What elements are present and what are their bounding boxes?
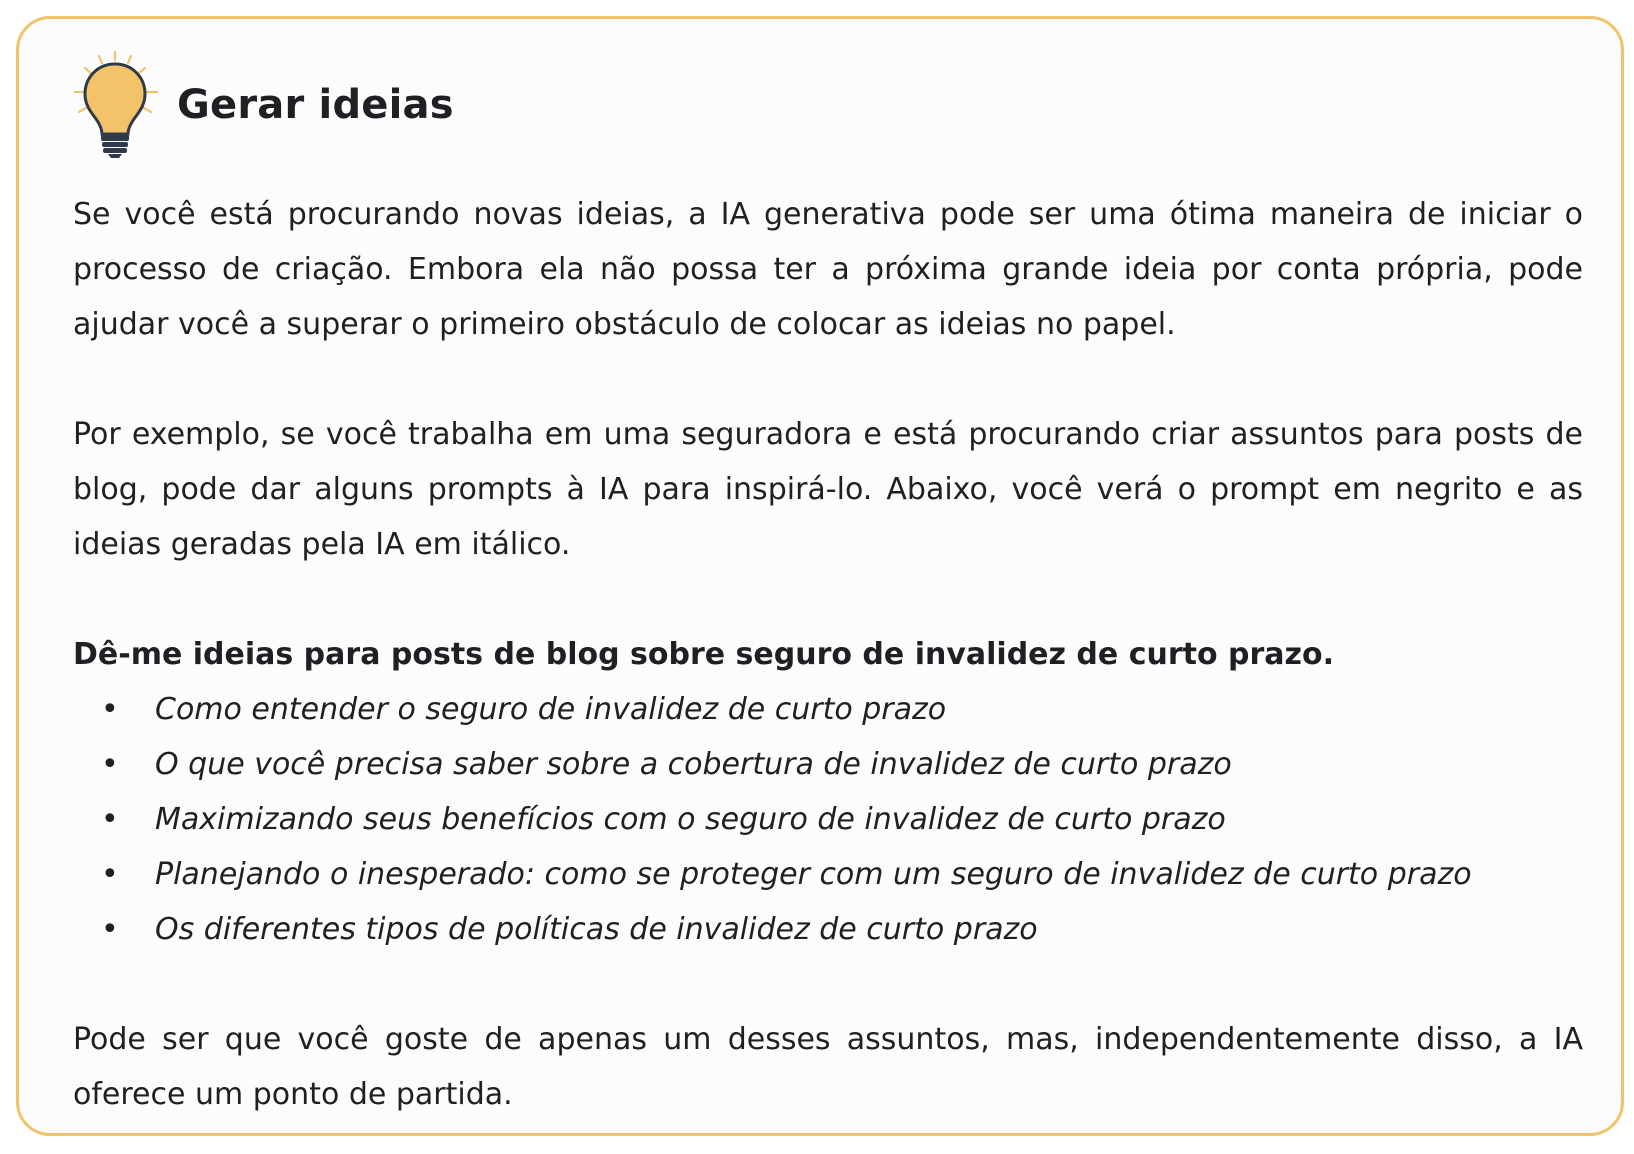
bullet-icon: • [101,857,119,892]
bullet-icon: • [101,747,119,782]
prompt-text: Dê-me ideias para posts de blog sobre seguro de invalidez de curto prazo. [73,637,1335,672]
card-content [73,187,1583,1122]
list-item [73,682,1583,737]
list-item [73,737,1583,792]
idea-text: Maximizando seus benefícios com o seguro de invalidez de curto prazo [155,802,1226,837]
bullet-icon: • [101,802,119,837]
bullet-icon: • [101,692,119,727]
idea-text: Os diferentes tipos de políticas de invalidez de curto prazo [155,912,1038,947]
list-item [73,902,1583,957]
idea-text: O que você precisa saber sobre a cobertura de invalidez de curto prazo [155,747,1232,782]
closing-paragraph: Pode ser que você goste de apenas um desses assuntos, mas, independentemente disso, a IA oferece um ponto de partida. [73,1022,1583,1112]
idea-text: Como entender o seguro de invalidez de curto prazo [155,692,947,727]
card-title: Gerar ideias [177,82,454,128]
intro-paragraph: Se você está procurando novas ideias, a IA generativa pode ser uma ótima maneira de iniciar o processo de criação. Embora ela não possa ter a próxima grande ideia por conta própria, pode ajudar você a superar o primeiro obstáculo de colocar as ideias no papel. [73,197,1583,342]
info-card [16,16,1624,1136]
ideas-list [73,682,1583,957]
lightbulb-icon [71,50,163,160]
list-item [73,847,1583,902]
card-header [71,45,454,165]
list-item [73,792,1583,847]
bullet-icon: • [101,912,119,947]
idea-text: Planejando o inesperado: como se proteger com um seguro de invalidez de curto prazo [155,857,1472,892]
example-paragraph: Por exemplo, se você trabalha em uma seguradora e está procurando criar assuntos para posts de blog, pode dar alguns prompts à IA para inspirá-lo. Abaixo, você verá o prompt em negrito e as ideias geradas pela IA em itálico. [73,417,1583,562]
